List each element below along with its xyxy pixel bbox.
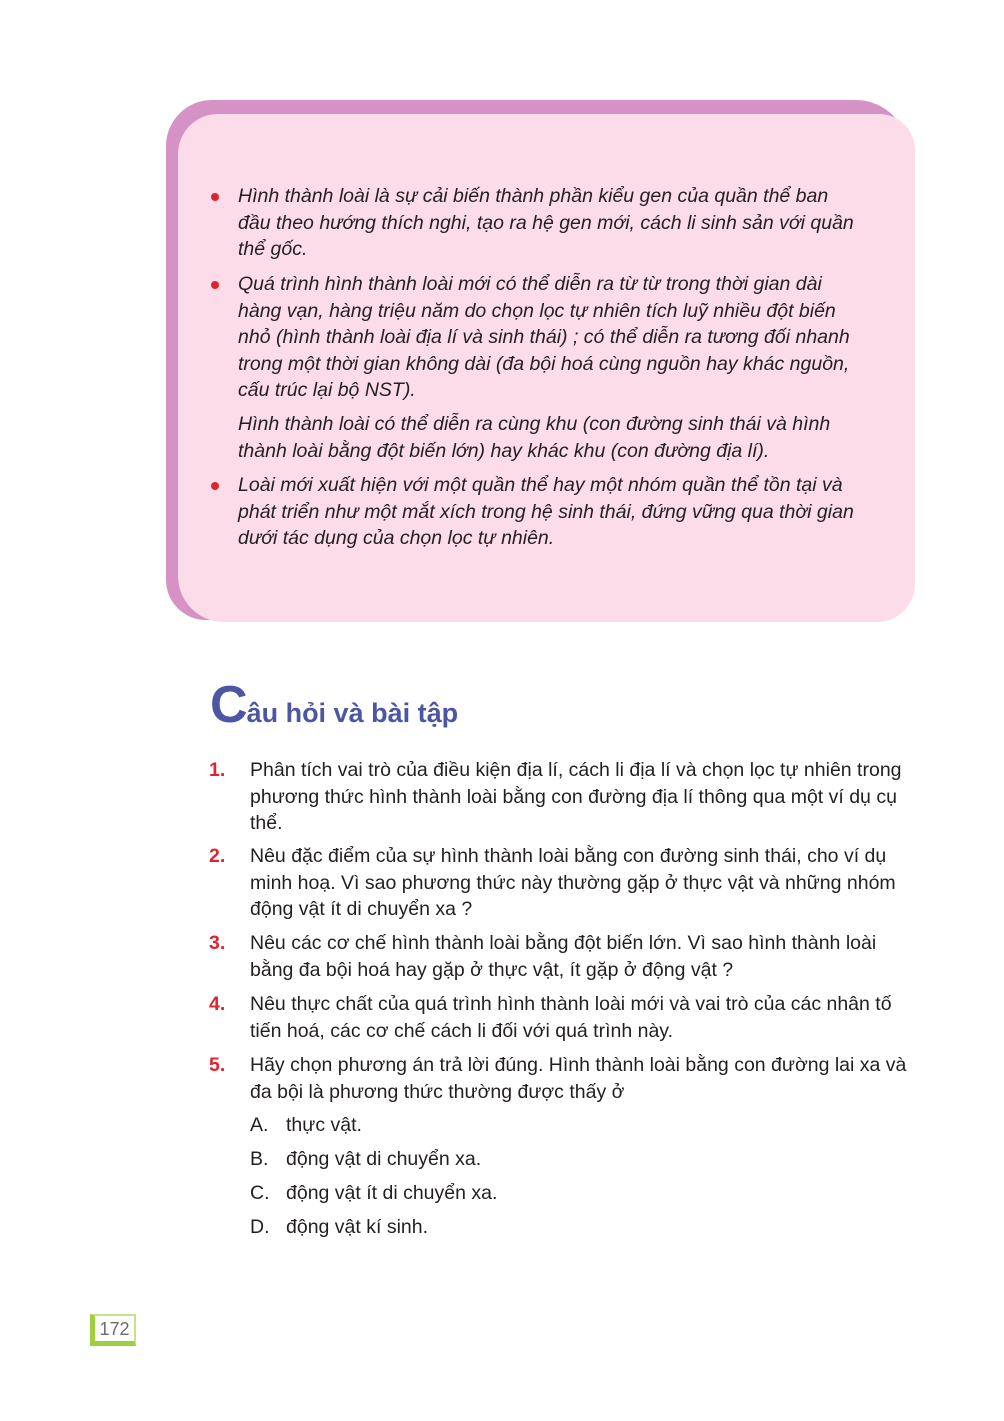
question-text: Nêu thực chất của quá trình hình thành loài mới và vai trò của các nhân tố tiến hoá, các cơ chế cách li đối với quá trình này.	[250, 993, 892, 1042]
section-title-initial: C	[210, 676, 247, 734]
option-letter: C.	[250, 1182, 270, 1204]
question-number: 4.	[209, 993, 226, 1015]
summary-paragraph-text: Hình thành loài có thể diễn ra cùng khu (con đường sinh thái và hình thành loài bằng đột biến lớn) hay khác khu (con đường địa lí).	[238, 413, 831, 462]
page-number: 172	[99, 1319, 130, 1339]
answer-option-a	[250, 1112, 362, 1138]
question-number: 5.	[209, 1054, 226, 1076]
question-item	[209, 843, 918, 923]
question-text: Hãy chọn phương án trả lời đúng. Hình thành loài bằng con đường lai xa và đa bội là phương thức thường được thấy ở	[250, 1054, 907, 1103]
page-number-box	[90, 1314, 136, 1346]
summary-paragraph	[238, 411, 863, 464]
bullet-icon	[211, 193, 219, 201]
section-title-rest: âu hỏi và bài tập	[246, 698, 459, 728]
summary-item-text: Quá trình hình thành loài mới có thể diễn ra từ từ trong thời gian dài hàng vạn, hàng triệu năm do chọn lọc tự nhiên tích luỹ nhiều đột biến nhỏ (hình thành loài địa lí và sinh thái) ; có thể diễn ra tương đối nhanh trong một thời gian không dài (đa bội hoá cùng nguồn hay khác nguồn, cấu trúc lại bộ NST).	[238, 273, 850, 401]
question-text: Phân tích vai trò của điều kiện địa lí, cách li địa lí và chọn lọc tự nhiên trong phương thức hình thành loài bằng con đường địa lí thông qua một ví dụ cụ thể.	[250, 759, 902, 834]
option-letter: D.	[250, 1216, 270, 1238]
option-letter: A.	[250, 1114, 269, 1136]
summary-item	[238, 271, 863, 404]
option-text: động vật di chuyển xa.	[286, 1148, 482, 1170]
option-text: động vật kí sinh.	[286, 1216, 429, 1238]
summary-item	[238, 183, 863, 263]
question-item	[209, 930, 918, 983]
bullet-icon	[211, 281, 219, 289]
answer-option-b	[250, 1146, 481, 1172]
question-number: 1.	[209, 759, 226, 781]
question-text: Nêu các cơ chế hình thành loài bằng đột biến lớn. Vì sao hình thành loài bằng đa bội hoá hay gặp ở thực vật, ít gặp ở động vật ?	[250, 932, 877, 981]
question-number: 3.	[209, 932, 226, 954]
option-text: thực vật.	[286, 1114, 362, 1136]
option-text: động vật ít di chuyển xa.	[286, 1182, 498, 1204]
answer-option-c	[250, 1180, 497, 1206]
option-letter: B.	[250, 1148, 269, 1170]
summary-item	[238, 472, 863, 552]
answer-option-d	[250, 1214, 428, 1240]
bullet-icon	[211, 482, 219, 490]
question-number: 2.	[209, 845, 226, 867]
question-item	[209, 991, 918, 1044]
summary-item-text: Loài mới xuất hiện với một quần thể hay một nhóm quần thể tồn tại và phát triển như một mắt xích trong hệ sinh thái, đứng vững qua thời gian dưới tác dụng của chọn lọc tự nhiên.	[238, 474, 854, 549]
question-item	[209, 757, 918, 837]
question-item	[209, 1052, 918, 1105]
question-text: Nêu đặc điểm của sự hình thành loài bằng con đường sinh thái, cho ví dụ minh hoạ. Vì sao phương thức này thường gặp ở thực vật và những nhóm động vật ít di chuyển xa ?	[250, 845, 896, 920]
section-title	[210, 676, 459, 734]
summary-item-text: Hình thành loài là sự cải biến thành phần kiểu gen của quần thể ban đầu theo hướng thích nghi, tạo ra hệ gen mới, cách li sinh sản với quần thể gốc.	[238, 185, 854, 260]
